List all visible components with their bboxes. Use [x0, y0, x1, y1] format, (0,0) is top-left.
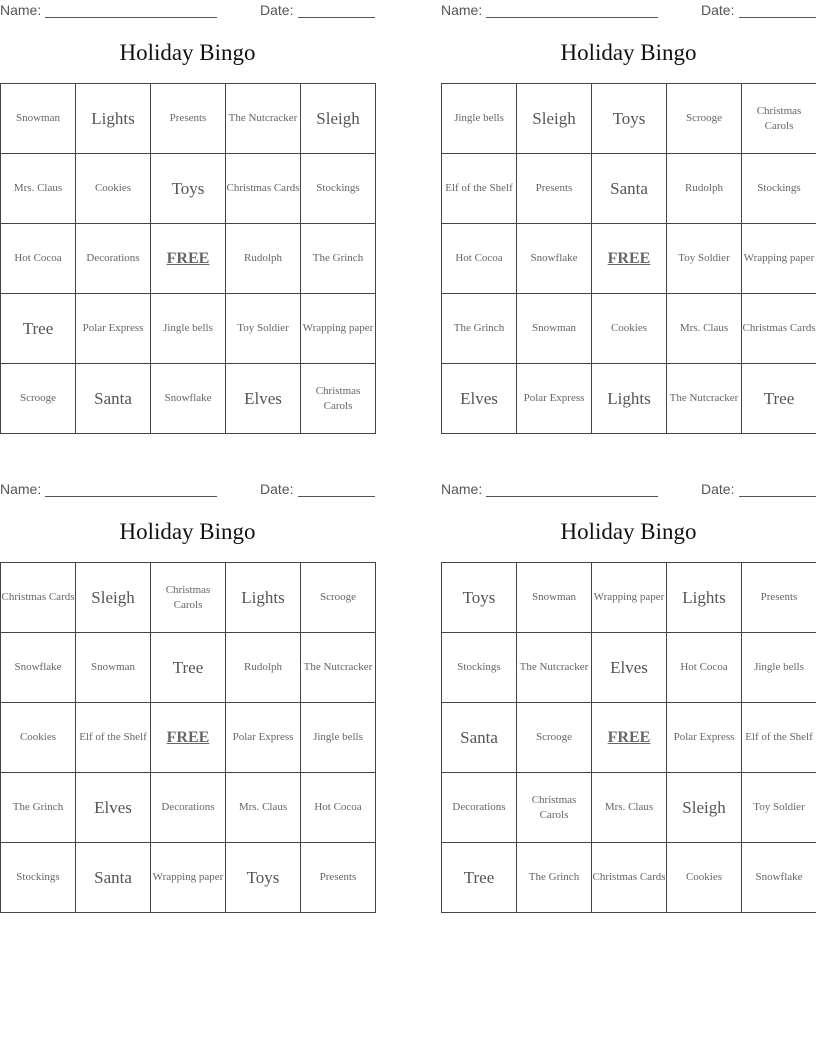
- bingo-row: [1, 703, 376, 773]
- bingo-cell: Snowflake: [1, 633, 76, 703]
- bingo-grid: [441, 83, 816, 434]
- bingo-cell: The Grinch: [1, 773, 76, 843]
- bingo-cell: Snowman: [517, 563, 592, 633]
- bingo-cell: Elves: [442, 364, 517, 434]
- bingo-row: [442, 294, 816, 364]
- bingo-card-3: [0, 479, 375, 919]
- bingo-cell: Christmas Cards: [1, 563, 76, 633]
- bingo-cell: Wrapping paper: [151, 843, 226, 913]
- bingo-cell: Scrooge: [667, 84, 742, 154]
- bingo-cell: Elves: [76, 773, 151, 843]
- bingo-cell: Cookies: [1, 703, 76, 773]
- bingo-cell: Stockings: [742, 154, 816, 224]
- bingo-cell: Tree: [151, 633, 226, 703]
- date-line: [739, 496, 816, 497]
- date-label: Date:: [260, 2, 294, 18]
- bingo-cell: Lights: [667, 563, 742, 633]
- bingo-cell: Toys: [442, 563, 517, 633]
- bingo-cell: Scrooge: [301, 563, 376, 633]
- bingo-cell: Tree: [442, 843, 517, 913]
- bingo-cell: Sleigh: [667, 773, 742, 843]
- bingo-cell: Christmas Carols: [301, 364, 376, 434]
- bingo-row: [1, 154, 376, 224]
- bingo-cell: Sleigh: [76, 563, 151, 633]
- bingo-row: [1, 84, 376, 154]
- bingo-cell: Sleigh: [517, 84, 592, 154]
- free-space: FREE: [592, 224, 667, 294]
- bingo-cell: Decorations: [442, 773, 517, 843]
- bingo-cell: Wrapping paper: [742, 224, 816, 294]
- bingo-cell: Christmas Cards: [742, 294, 816, 364]
- card-header: [0, 481, 375, 499]
- bingo-cell: Hot Cocoa: [301, 773, 376, 843]
- bingo-cell: The Nutcracker: [667, 364, 742, 434]
- bingo-row: [442, 154, 816, 224]
- bingo-cell: Mrs. Claus: [1, 154, 76, 224]
- bingo-cell: Santa: [76, 843, 151, 913]
- bingo-cell: Hot Cocoa: [442, 224, 517, 294]
- bingo-row: [442, 703, 816, 773]
- bingo-cell: Hot Cocoa: [667, 633, 742, 703]
- bingo-cell: Toy Soldier: [742, 773, 816, 843]
- bingo-cell: Snowflake: [151, 364, 226, 434]
- bingo-cell: Jingle bells: [301, 703, 376, 773]
- bingo-cell: Elves: [226, 364, 301, 434]
- bingo-cell: Rudolph: [226, 224, 301, 294]
- bingo-cell: Toys: [226, 843, 301, 913]
- card-header: [0, 2, 375, 20]
- bingo-cell: Decorations: [151, 773, 226, 843]
- bingo-cell: Lights: [226, 563, 301, 633]
- date-label: Date:: [701, 481, 735, 497]
- bingo-cell: Christmas Carols: [151, 563, 226, 633]
- bingo-row: [1, 843, 376, 913]
- bingo-cell: Santa: [76, 364, 151, 434]
- card-header: [441, 2, 816, 20]
- bingo-grid: [441, 562, 816, 913]
- bingo-cell: Cookies: [76, 154, 151, 224]
- bingo-card-1: [0, 0, 375, 440]
- bingo-cell: Elf of the Shelf: [442, 154, 517, 224]
- bingo-cell: Rudolph: [226, 633, 301, 703]
- bingo-cell: Santa: [442, 703, 517, 773]
- bingo-cell: Tree: [1, 294, 76, 364]
- bingo-row: [442, 843, 816, 913]
- bingo-cell: Snowflake: [742, 843, 816, 913]
- name-line: [486, 496, 658, 497]
- bingo-grid: [0, 562, 376, 913]
- card-title: Holiday Bingo: [560, 40, 697, 65]
- bingo-cell: Santa: [592, 154, 667, 224]
- bingo-row: [1, 224, 376, 294]
- bingo-cell: Wrapping paper: [301, 294, 376, 364]
- bingo-cell: The Nutcracker: [517, 633, 592, 703]
- bingo-card-4: [441, 479, 816, 919]
- bingo-cell: Stockings: [442, 633, 517, 703]
- bingo-cell: Polar Express: [667, 703, 742, 773]
- date-line: [739, 17, 816, 18]
- card-title: Holiday Bingo: [560, 519, 697, 544]
- date-line: [298, 17, 375, 18]
- bingo-cell: Toys: [592, 84, 667, 154]
- card-title: Holiday Bingo: [119, 519, 256, 544]
- bingo-row: [442, 633, 816, 703]
- name-label: Name:: [441, 2, 483, 18]
- bingo-row: [442, 563, 816, 633]
- free-space: FREE: [151, 224, 226, 294]
- bingo-row: [442, 84, 816, 154]
- bingo-cell: Polar Express: [517, 364, 592, 434]
- name-line: [486, 17, 658, 18]
- date-label: Date:: [260, 481, 294, 497]
- bingo-cell: Cookies: [667, 843, 742, 913]
- bingo-cell: Polar Express: [76, 294, 151, 364]
- bingo-row: [442, 224, 816, 294]
- date-line: [298, 496, 375, 497]
- bingo-cell: Scrooge: [1, 364, 76, 434]
- bingo-cell: Christmas Cards: [592, 843, 667, 913]
- bingo-row: [1, 633, 376, 703]
- bingo-cell: Elf of the Shelf: [742, 703, 816, 773]
- bingo-cell: Christmas Carols: [742, 84, 816, 154]
- bingo-cell: Toys: [151, 154, 226, 224]
- free-space: FREE: [592, 703, 667, 773]
- bingo-cell: Scrooge: [517, 703, 592, 773]
- bingo-cell: Presents: [517, 154, 592, 224]
- card-header: [441, 481, 816, 499]
- bingo-cell: Tree: [742, 364, 816, 434]
- bingo-cell: Jingle bells: [742, 633, 816, 703]
- bingo-grid: [0, 83, 376, 434]
- bingo-cell: Jingle bells: [442, 84, 517, 154]
- bingo-cell: Polar Express: [226, 703, 301, 773]
- bingo-cell: Christmas Cards: [226, 154, 301, 224]
- bingo-cell: The Grinch: [517, 843, 592, 913]
- bingo-row: [442, 773, 816, 843]
- name-line: [45, 17, 217, 18]
- bingo-row: [1, 563, 376, 633]
- name-label: Name:: [0, 481, 42, 497]
- bingo-cell: Mrs. Claus: [667, 294, 742, 364]
- bingo-cell: The Grinch: [301, 224, 376, 294]
- name-label: Name:: [0, 2, 42, 18]
- bingo-cell: Presents: [151, 84, 226, 154]
- bingo-cell: Decorations: [76, 224, 151, 294]
- bingo-cell: Mrs. Claus: [226, 773, 301, 843]
- card-title: Holiday Bingo: [119, 40, 256, 65]
- bingo-cell: Christmas Carols: [517, 773, 592, 843]
- bingo-row: [1, 294, 376, 364]
- bingo-cell: Sleigh: [301, 84, 376, 154]
- bingo-cell: Presents: [742, 563, 816, 633]
- bingo-row: [1, 364, 376, 434]
- name-label: Name:: [441, 481, 483, 497]
- date-label: Date:: [701, 2, 735, 18]
- bingo-cell: Stockings: [1, 843, 76, 913]
- bingo-cell: Rudolph: [667, 154, 742, 224]
- bingo-cell: Presents: [301, 843, 376, 913]
- bingo-row: [1, 773, 376, 843]
- bingo-cell: Stockings: [301, 154, 376, 224]
- bingo-cell: Mrs. Claus: [592, 773, 667, 843]
- bingo-cell: Hot Cocoa: [1, 224, 76, 294]
- bingo-cell: Snowman: [517, 294, 592, 364]
- bingo-cell: The Grinch: [442, 294, 517, 364]
- bingo-cell: Snowflake: [517, 224, 592, 294]
- bingo-cell: Elf of the Shelf: [76, 703, 151, 773]
- bingo-cell: Lights: [592, 364, 667, 434]
- bingo-cell: The Nutcracker: [301, 633, 376, 703]
- bingo-cell: Elves: [592, 633, 667, 703]
- free-space: FREE: [151, 703, 226, 773]
- bingo-cell: The Nutcracker: [226, 84, 301, 154]
- bingo-cell: Cookies: [592, 294, 667, 364]
- bingo-cell: Jingle bells: [151, 294, 226, 364]
- name-line: [45, 496, 217, 497]
- bingo-cell: Snowman: [1, 84, 76, 154]
- bingo-cell: Wrapping paper: [592, 563, 667, 633]
- bingo-card-2: [441, 0, 816, 440]
- bingo-row: [442, 364, 816, 434]
- bingo-cell: Lights: [76, 84, 151, 154]
- bingo-cell: Snowman: [76, 633, 151, 703]
- bingo-cell: Toy Soldier: [667, 224, 742, 294]
- bingo-cell: Toy Soldier: [226, 294, 301, 364]
